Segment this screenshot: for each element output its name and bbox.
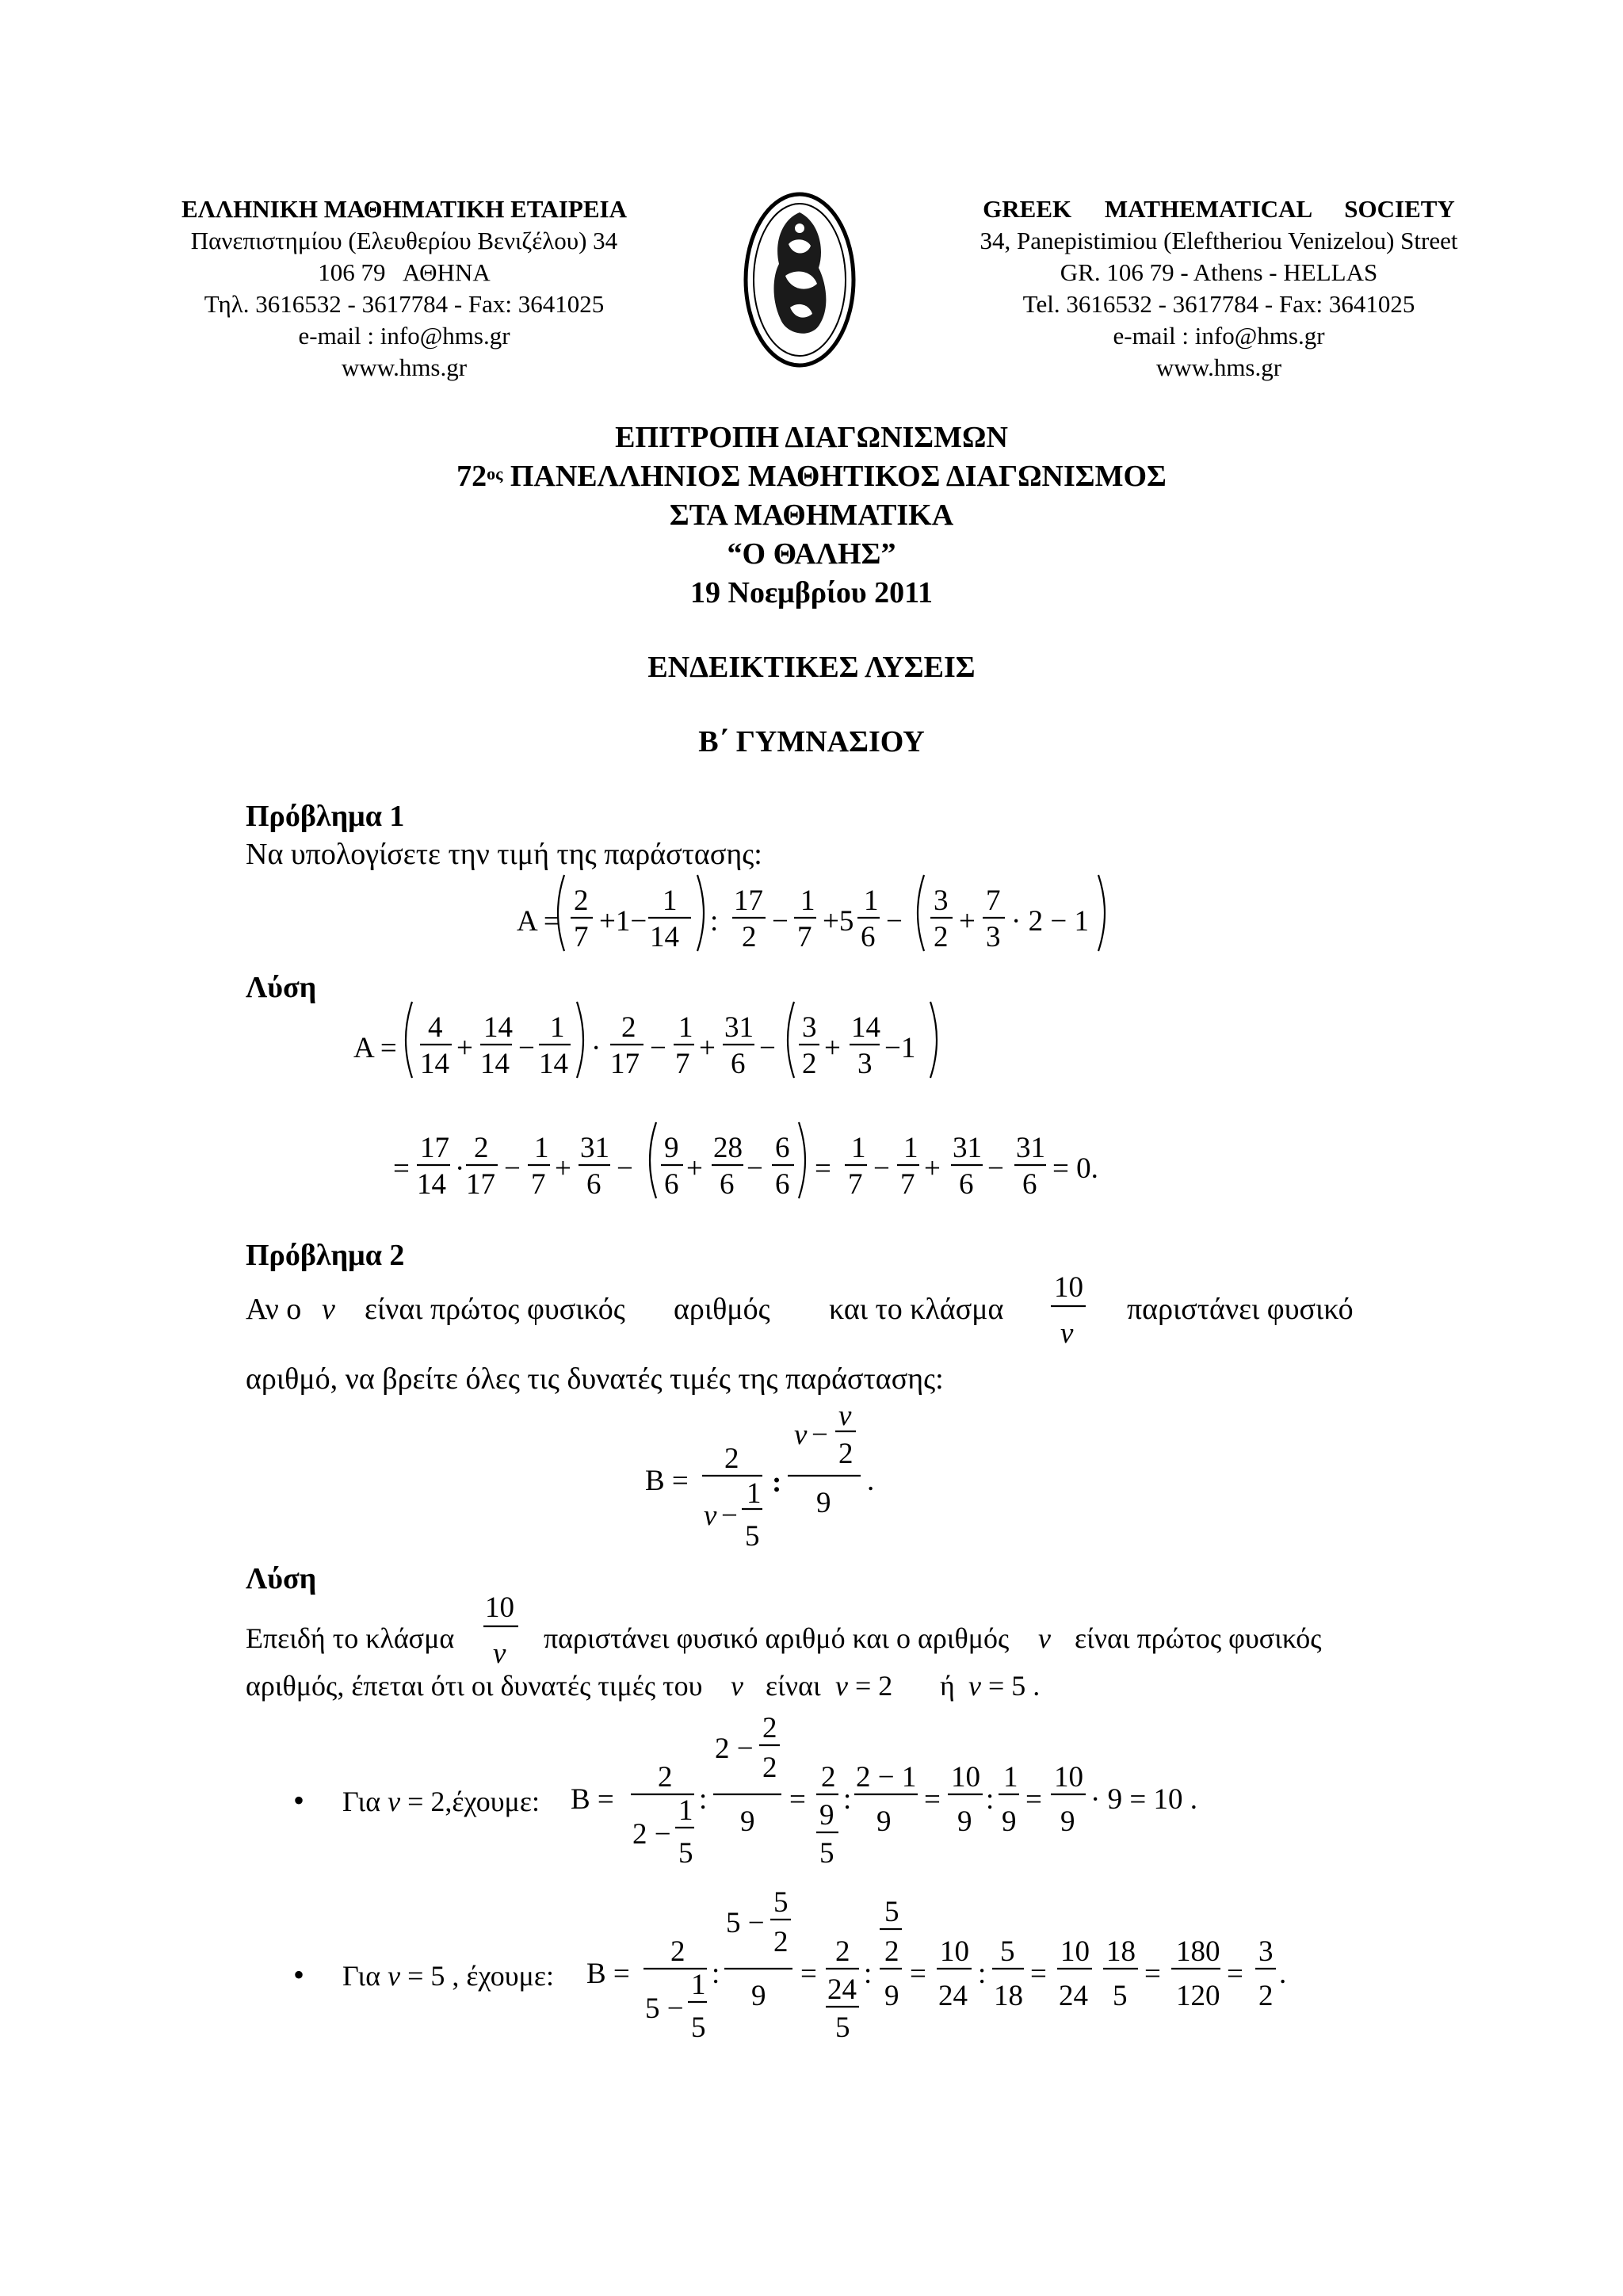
- grade-title: Β΄ ΓΥΜΝΑΣΙΟΥ: [698, 725, 925, 758]
- svg-text:=: =: [815, 1152, 831, 1185]
- svg-text:10: 10: [1054, 1761, 1083, 1794]
- org-email-greek: e-mail : info@hms.gr: [298, 322, 510, 350]
- svg-text:7: 7: [848, 1168, 863, 1201]
- p2-line1-b: είναι πρώτος φυσικός: [365, 1293, 625, 1326]
- svg-text:17: 17: [466, 1168, 495, 1201]
- svg-text:=: =: [1144, 1958, 1161, 1990]
- svg-text:1: 1: [800, 884, 815, 917]
- svg-text:1: 1: [550, 1011, 565, 1044]
- contest-date: 19 Νοεμβρίου 2011: [690, 576, 933, 609]
- svg-text:24: 24: [827, 1973, 857, 2006]
- svg-text:+: +: [456, 1032, 473, 1064]
- svg-text:14: 14: [851, 1011, 880, 1044]
- svg-text:−1: −1: [884, 1032, 916, 1064]
- svg-text:31: 31: [953, 1132, 982, 1164]
- svg-text::: :: [986, 1783, 995, 1816]
- svg-text:6: 6: [775, 1132, 790, 1164]
- problem-1-solution-heading: Λύση: [246, 971, 317, 1004]
- org-city-greek: 106 79 ΑΘΗΝΑ: [318, 258, 491, 286]
- svg-text:2: 2: [835, 1935, 850, 1968]
- svg-text:14: 14: [650, 921, 679, 953]
- svg-text:−: −: [759, 1032, 776, 1064]
- svg-text:6: 6: [731, 1048, 746, 1080]
- svg-text:2: 2: [773, 1926, 789, 1958]
- svg-text:14: 14: [480, 1048, 510, 1080]
- svg-text:9: 9: [819, 1799, 834, 1832]
- svg-text:2 −: 2 −: [715, 1733, 754, 1765]
- b-expression-statement: [645, 1400, 874, 1553]
- p2-line1-d: και το κλάσμα: [829, 1293, 1004, 1326]
- case-1-computation: [571, 1712, 1197, 1870]
- svg-text:28: 28: [713, 1132, 743, 1164]
- p2-sol-a: Επειδή το κλάσμα: [246, 1622, 455, 1654]
- svg-text:6: 6: [664, 1168, 679, 1201]
- case-2-tail: , έχουμε:: [452, 1960, 554, 1992]
- svg-text:7: 7: [986, 884, 1001, 917]
- svg-text:5 −: 5 −: [726, 1907, 765, 1939]
- svg-text:2: 2: [802, 1048, 817, 1080]
- svg-text::: :: [978, 1958, 987, 1990]
- svg-text:3: 3: [986, 921, 1001, 953]
- org-web-english: www.hms.gr: [1155, 353, 1282, 381]
- svg-text:+: +: [699, 1032, 716, 1064]
- svg-text:1: 1: [1003, 1761, 1018, 1794]
- nu-equals-2: ν = 2: [835, 1670, 893, 1702]
- svg-text:2: 2: [884, 1935, 899, 1968]
- svg-text:+: +: [824, 1032, 841, 1064]
- svg-text:24: 24: [1059, 1980, 1088, 2012]
- svg-text:5: 5: [1000, 1935, 1015, 1968]
- svg-text:2: 2: [621, 1011, 636, 1044]
- bullet-case-1: •: [293, 1782, 305, 1818]
- nu-symbol: ν: [322, 1293, 335, 1326]
- solutions-title: ΕΝΔΕΙΚΤΙΚΕΣ ΛΥΣΕΙΣ: [647, 651, 976, 684]
- svg-text:17: 17: [610, 1048, 640, 1080]
- svg-text:14: 14: [417, 1168, 446, 1201]
- svg-text:ν: ν: [704, 1499, 717, 1532]
- svg-text:5: 5: [884, 1896, 899, 1928]
- svg-text:+5: +5: [823, 905, 854, 938]
- org-phone-english: Tel. 3616532 - 3617784 - Fax: 3641025: [1022, 290, 1415, 318]
- svg-text:2: 2: [838, 1438, 854, 1470]
- svg-text:A =: A =: [517, 905, 560, 938]
- svg-text:9: 9: [664, 1132, 679, 1164]
- svg-text:18: 18: [1106, 1935, 1136, 1968]
- svg-text:9: 9: [751, 1980, 766, 2012]
- svg-text:120: 120: [1176, 1980, 1220, 2012]
- svg-text:−: −: [812, 1419, 828, 1451]
- svg-text:· 2 − 1: · 2 − 1: [1011, 905, 1089, 938]
- subject-title: ΣΤΑ ΜΑΘΗΜΑΤΙΚΑ: [669, 499, 954, 532]
- svg-text:+: +: [959, 905, 976, 938]
- svg-text:1: 1: [851, 1132, 866, 1164]
- svg-text:5 −: 5 −: [645, 1992, 684, 2025]
- svg-text:+: +: [924, 1152, 941, 1185]
- svg-text::: :: [864, 1958, 873, 1990]
- svg-text:9: 9: [740, 1805, 755, 1838]
- p2-sol-line2-a: αριθμός, έπεται ότι οι δυνατές τιμές του: [246, 1670, 703, 1702]
- problem-2-solution-heading: Λύση: [246, 1562, 317, 1595]
- svg-text:· 9 = 10 .: · 9 = 10 .: [1090, 1783, 1197, 1816]
- case-1-label: Για ν = 2,έχουμε:: [342, 1786, 540, 1817]
- svg-text:10: 10: [951, 1761, 980, 1794]
- svg-text:=: =: [393, 1152, 410, 1185]
- svg-text:3: 3: [857, 1048, 873, 1080]
- svg-text:2: 2: [934, 921, 949, 953]
- svg-text:.: .: [867, 1465, 875, 1497]
- svg-text:7: 7: [675, 1048, 690, 1080]
- svg-text:−: −: [886, 905, 903, 938]
- problem-1-heading: Πρόβλημα 1: [246, 800, 405, 833]
- svg-text:10: 10: [485, 1591, 514, 1624]
- svg-text:17: 17: [420, 1132, 449, 1164]
- svg-text:=: =: [1025, 1783, 1042, 1816]
- svg-text:6: 6: [959, 1168, 974, 1201]
- org-email-english: e-mail : info@hms.gr: [1113, 322, 1325, 350]
- svg-text:2: 2: [724, 1442, 739, 1475]
- org-phone-greek: Τηλ. 3616532 - 3617784 - Fax: 3641025: [204, 290, 605, 318]
- svg-text:31: 31: [724, 1011, 754, 1044]
- svg-text::: :: [772, 1466, 782, 1499]
- svg-text:= 0.: = 0.: [1052, 1152, 1098, 1185]
- svg-text:31: 31: [1016, 1132, 1045, 1164]
- contest-number: 72: [456, 460, 487, 493]
- svg-text:ν: ν: [1060, 1317, 1074, 1350]
- svg-text:7: 7: [797, 921, 812, 953]
- svg-text:·: ·: [591, 1032, 601, 1064]
- svg-text:2: 2: [574, 884, 589, 917]
- org-address-greek: Πανεπιστημίου (Ελευθερίου Βενιζέλου) 34: [190, 227, 618, 254]
- svg-text:−: −: [650, 1032, 666, 1064]
- svg-text:5: 5: [745, 1520, 760, 1553]
- nu-equals-5: ν = 5 .: [968, 1670, 1041, 1702]
- p2-line1-c: αριθμός: [674, 1293, 770, 1326]
- svg-text:5: 5: [678, 1837, 693, 1870]
- svg-text:ν: ν: [794, 1419, 808, 1451]
- case-1-word: Για: [342, 1786, 381, 1817]
- bullet-case-2: •: [293, 1957, 305, 1992]
- svg-text:=: =: [800, 1958, 817, 1990]
- svg-text:=: =: [924, 1783, 941, 1816]
- svg-text:9: 9: [816, 1487, 831, 1519]
- svg-text:2: 2: [821, 1761, 836, 1794]
- svg-text:2 − 1: 2 − 1: [856, 1761, 917, 1794]
- case-2-label: Για ν = 5 , έχουμε:: [342, 1960, 554, 1992]
- svg-text:=: =: [789, 1783, 806, 1816]
- svg-text:ν: ν: [838, 1400, 852, 1432]
- svg-text:−: −: [721, 1499, 738, 1532]
- svg-text:·: ·: [455, 1152, 465, 1185]
- svg-text:10: 10: [940, 1935, 969, 1968]
- svg-text:5: 5: [835, 2011, 850, 2044]
- svg-text:1: 1: [747, 1477, 762, 1510]
- svg-text:180: 180: [1176, 1935, 1220, 1968]
- svg-text:6: 6: [586, 1168, 601, 1201]
- p2-sol-b: παριστάνει φυσικό αριθμό και ο αριθμός: [544, 1622, 1010, 1654]
- svg-text:2: 2: [670, 1935, 685, 1968]
- thales-title: “Ο ΘΑΛΗΣ”: [727, 537, 896, 571]
- svg-text:+1−: +1−: [599, 905, 647, 938]
- svg-text:B =: B =: [586, 1958, 630, 1990]
- org-name-english: GREEK MATHEMATICAL SOCIETY: [983, 195, 1455, 223]
- svg-text:17: 17: [734, 884, 763, 917]
- org-web-greek: www.hms.gr: [341, 353, 468, 381]
- nu-symbol: ν: [731, 1670, 743, 1702]
- svg-text:6: 6: [1022, 1168, 1037, 1201]
- svg-text:−: −: [987, 1152, 1004, 1185]
- p2-line1-e: παριστάνει φυσικό: [1127, 1293, 1354, 1326]
- case-2-computation: [586, 1886, 1286, 2044]
- contest-ordinal: ος: [487, 464, 503, 483]
- svg-text:10: 10: [1054, 1271, 1083, 1304]
- svg-text:9: 9: [957, 1805, 972, 1838]
- svg-text:5: 5: [1113, 1980, 1128, 2012]
- svg-text:24: 24: [938, 1980, 968, 2012]
- org-name-greek: ΕΛΛΗΝΙΚΗ ΜΑΘΗΜΑΤΙΚΗ ΕΤΑΙΡΕΙΑ: [181, 195, 627, 223]
- svg-text:−: −: [873, 1152, 890, 1185]
- svg-text:3: 3: [802, 1011, 817, 1044]
- svg-text:9: 9: [884, 1980, 899, 2012]
- svg-text:−: −: [518, 1032, 535, 1064]
- svg-text:B =: B =: [571, 1783, 614, 1816]
- svg-text:18: 18: [994, 1980, 1023, 2012]
- problem-1-prompt: Να υπολογίσετε την τιμή της παράστασης:: [246, 838, 762, 871]
- svg-text:2: 2: [658, 1761, 673, 1794]
- contest-name: ΠΑΝΕΛΛΗΝΙΟΣ ΜΑΘΗΤΙΚΟΣ ΔΙΑΓΩΝΙΣΜΟΣ: [510, 460, 1167, 493]
- p2-line1-a: Αν ο: [246, 1293, 302, 1326]
- nu-symbol: ν: [1038, 1622, 1051, 1654]
- svg-text:9: 9: [876, 1805, 892, 1838]
- svg-text:1: 1: [691, 1969, 706, 2001]
- svg-text:1: 1: [864, 884, 879, 917]
- svg-text:+: +: [686, 1152, 703, 1185]
- svg-text:.: .: [1279, 1958, 1287, 1990]
- svg-text:1: 1: [903, 1132, 918, 1164]
- svg-text::: :: [843, 1783, 852, 1816]
- svg-text:7: 7: [531, 1168, 546, 1201]
- svg-text:=: =: [1227, 1958, 1243, 1990]
- svg-text:B =: B =: [645, 1465, 689, 1497]
- svg-text:3: 3: [1258, 1935, 1274, 1968]
- svg-text:14: 14: [420, 1048, 449, 1080]
- problem-2-line-2: αριθμό, να βρείτε όλες τις δυνατές τιμές της παράστασης:: [246, 1362, 944, 1396]
- svg-text:2: 2: [762, 1712, 777, 1744]
- svg-text::: :: [712, 1958, 720, 1990]
- svg-text:5: 5: [819, 1837, 834, 1870]
- svg-text:=: =: [1030, 1958, 1047, 1990]
- svg-text:−: −: [504, 1152, 521, 1185]
- svg-text:6: 6: [861, 921, 876, 953]
- svg-text:9: 9: [1002, 1805, 1017, 1838]
- svg-text::: :: [699, 1783, 708, 1816]
- committee-title: ΕΠΙΤΡΟΠΗ ΔΙΑΓΩΝΙΣΜΩΝ: [615, 421, 1008, 454]
- svg-text:31: 31: [580, 1132, 609, 1164]
- svg-text:6: 6: [775, 1168, 790, 1201]
- svg-text:7: 7: [574, 921, 589, 953]
- svg-text:2 −: 2 −: [632, 1818, 671, 1851]
- org-address-english: 34, Panepistimiou (Eleftheriou Venizelou) Street: [980, 227, 1458, 254]
- svg-text:1: 1: [534, 1132, 549, 1164]
- svg-text::: :: [710, 905, 719, 938]
- svg-text:2: 2: [474, 1132, 489, 1164]
- svg-text:3: 3: [934, 884, 949, 917]
- case-1-tail: ,έχουμε:: [445, 1786, 540, 1817]
- problem-2-heading: Πρόβλημα 2: [246, 1239, 405, 1272]
- svg-text:2: 2: [1258, 1980, 1274, 2012]
- p2-sol-line2-b: είναι: [766, 1670, 821, 1702]
- case-2-word: Για: [342, 1960, 381, 1992]
- svg-text:−: −: [747, 1152, 763, 1185]
- svg-text:=: =: [910, 1958, 926, 1990]
- svg-text:14: 14: [483, 1011, 513, 1044]
- svg-text:9: 9: [1060, 1805, 1075, 1838]
- svg-text:14: 14: [539, 1048, 568, 1080]
- svg-text:+: +: [555, 1152, 571, 1185]
- svg-text:1: 1: [678, 1011, 693, 1044]
- svg-text:2: 2: [762, 1752, 777, 1784]
- svg-text:ν: ν: [493, 1637, 506, 1670]
- org-city-english: GR. 106 79 - Athens - HELLAS: [1060, 258, 1378, 286]
- svg-text:5: 5: [773, 1886, 789, 1919]
- svg-text:A =: A =: [353, 1032, 397, 1064]
- p2-sol-c: είναι πρώτος φυσικός: [1075, 1622, 1322, 1654]
- svg-text:1: 1: [663, 884, 678, 917]
- svg-text:6: 6: [720, 1168, 735, 1201]
- svg-text:7: 7: [900, 1168, 915, 1201]
- svg-text:−: −: [617, 1152, 633, 1185]
- svg-text:2: 2: [742, 921, 757, 953]
- svg-text:4: 4: [428, 1011, 443, 1044]
- fraction-10-over-nu-statement: [1051, 1271, 1086, 1350]
- svg-text:1: 1: [678, 1794, 693, 1827]
- p2-or-word: ή: [940, 1670, 955, 1702]
- svg-text:10: 10: [1060, 1935, 1090, 1968]
- svg-text:5: 5: [691, 2011, 706, 2044]
- fraction-10-over-nu-solution: [483, 1591, 518, 1670]
- svg-text:−: −: [772, 905, 789, 938]
